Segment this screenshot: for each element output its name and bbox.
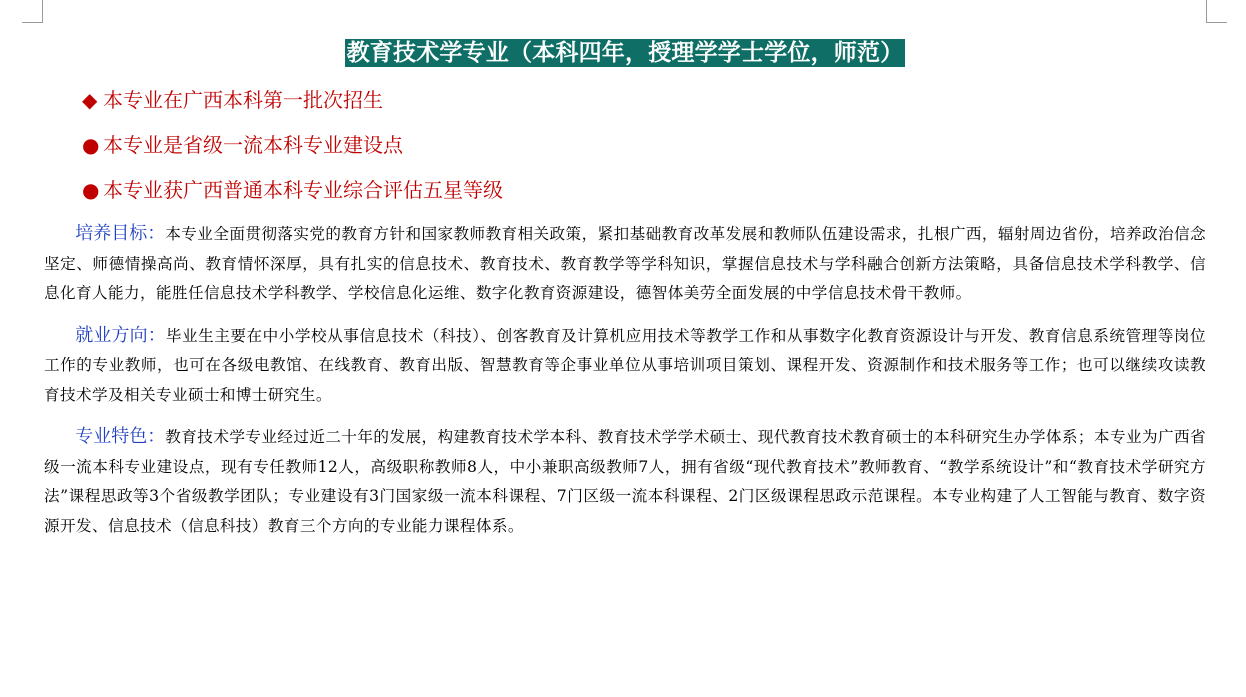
circle-bullet-icon: ● (82, 133, 100, 157)
section-text-features: 教育技术学专业经过近二十年的发展，构建教育技术学本科、教育技术学学术硕士、现代教育技术教育硕士的本科研究生办学体系；本专业为广西省级一流本科专业建设点，现有专任教师12人，高级职称教师8人，中小兼职高级教师7人，拥有省级“现代教育技术”教师教育、“教学系统设计”和“教育技术学研究方法”课程思政等3个省级教学团队；专业建设有3门国家级一流本科课程、7门区级一流本科课程、2门区级课程思政示范课程。本专业构建了人工智能与教育、数字资源开发、信息技术（信息科技）教育三个方向的专业能力课程体系。 (44, 428, 1206, 535)
section-employment (44, 321, 1206, 411)
section-training-goals (44, 219, 1206, 309)
highlight-text: 本专业在广西本科第一批次招生 (103, 88, 383, 112)
page-corner-mark-right (1206, 0, 1227, 23)
section-label-training-goals: 培养目标： (75, 223, 166, 244)
highlight-item (82, 168, 1206, 213)
highlights-list (82, 78, 1206, 213)
highlight-text: 本专业获广西普通本科专业综合评估五星等级 (103, 178, 503, 202)
page-corner-mark-left (22, 0, 43, 23)
document-title: 教育技术学专业（本科四年，授理学学士学位，师范） (346, 40, 904, 66)
highlight-item (82, 78, 1206, 123)
title-row (44, 38, 1206, 72)
highlight-text: 本专业是省级一流本科专业建设点 (103, 133, 403, 157)
section-features (44, 422, 1206, 541)
diamond-bullet-icon: ◆ (82, 88, 98, 112)
section-text-employment: 毕业生主要在中小学校从事信息技术（科技）、创客教育及计算机应用技术等教学工作和从事数字化教育资源设计与开发、教育信息系统管理等岗位工作的专业教师，也可在各级电教馆、在线教育、教育出版、智慧教育等企事业单位从事培训项目策划、课程开发、资源制作和技术服务等工作；也可以继续攻读教育技术学及相关专业硕士和博士研究生。 (44, 326, 1207, 404)
section-label-employment: 就业方向： (75, 324, 166, 346)
section-label-features: 专业特色： (75, 426, 166, 447)
section-text-training-goals: 本专业全面贯彻落实党的教育方针和国家教师教育相关政策，紧扣基础教育改革发展和教师队伍建设需求，扎根广西，辐射周边省份，培养政治信念坚定、师德情操高尚、教育情怀深厚，具有扎实的信息技术、教育技术、教育教学等学科知识，掌握信息技术与学科融合创新方法策略，具备信息技术学科教学、信息化育人能力，能胜任信息技术学科教学、学校信息化运维、数字化教育资源建设，德智体美劳全面发展的中学信息技术骨干教师。 (44, 225, 1206, 302)
highlight-item (82, 123, 1206, 168)
document-page (44, 38, 1206, 541)
circle-bullet-icon: ● (82, 178, 100, 202)
